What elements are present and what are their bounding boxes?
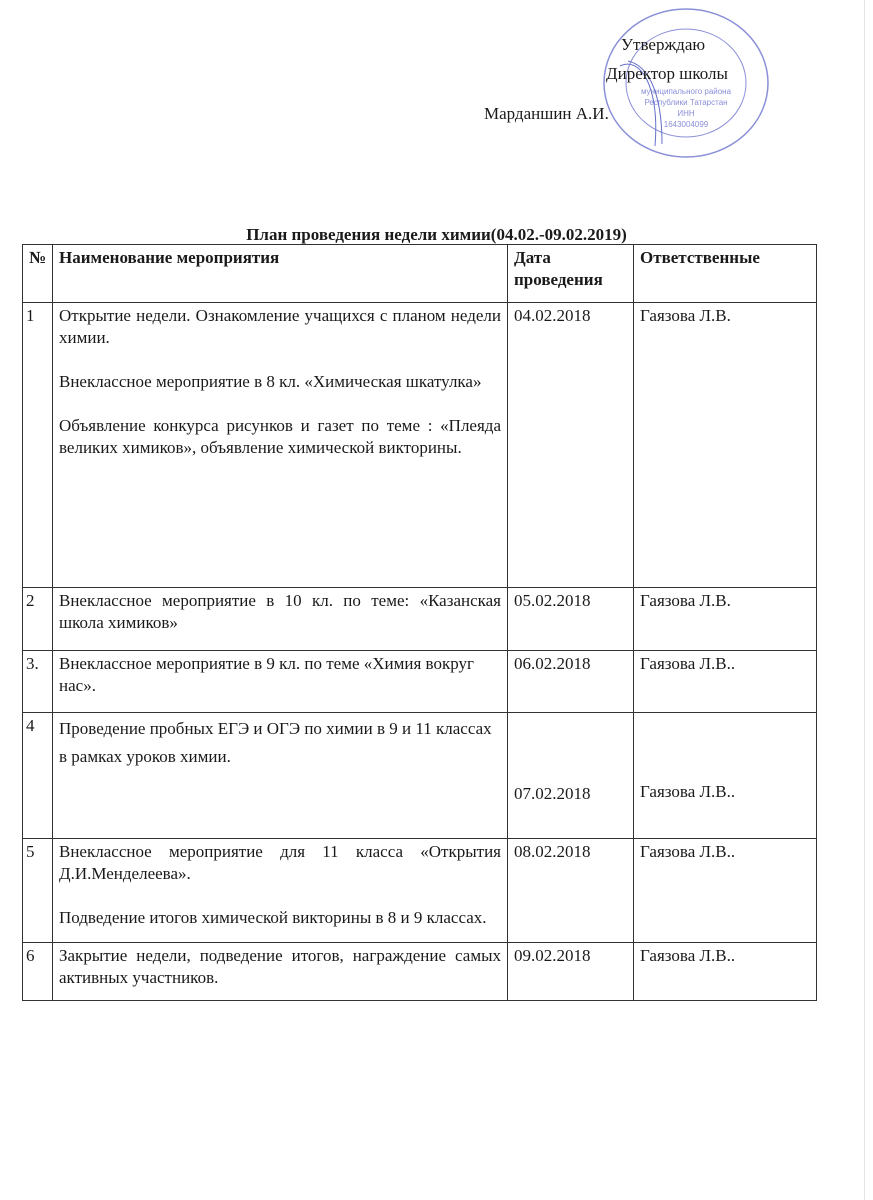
event-item: Внеклассное мероприятие в 9 кл. по теме «Химия вокруг нас». [59, 654, 474, 695]
row-date: 09.02.2018 [508, 943, 634, 1001]
director-name: Марданшин А.И. [484, 104, 609, 123]
event-item: Закрытие недели, подведение итогов, награждение самых активных участников. [59, 946, 501, 987]
row-date: 04.02.2018 [508, 303, 634, 588]
row-responsible: Гаязова Л.В.. [634, 839, 817, 943]
row-event [53, 839, 508, 943]
table-row [23, 651, 817, 713]
row-responsible: Гаязова Л.В.. [634, 713, 817, 839]
header-number: № [23, 245, 53, 303]
row-responsible: Гаязова Л.В. [634, 588, 817, 651]
svg-text:ИНН: ИНН [677, 109, 695, 118]
row-number: 5 [23, 839, 53, 943]
event-item: Открытие недели. Ознакомление учащихся с планом недели химии. [59, 306, 501, 347]
row-number: 6 [23, 943, 53, 1001]
event-item: Подведение итогов химической викторины в 8 и 9 классах. [59, 908, 487, 927]
header-date: Дата проведения [508, 245, 634, 303]
row-event [53, 651, 508, 713]
row-responsible: Гаязова Л.В. [634, 303, 817, 588]
row-number: 4 [23, 713, 53, 839]
row-event [53, 713, 508, 839]
document-title: План проведения недели химии(04.02.-09.02.2019) [246, 225, 627, 244]
row-date: 06.02.2018 [508, 651, 634, 713]
table-row [23, 839, 817, 943]
director-title: Директор школы [606, 64, 728, 83]
table-row [23, 303, 817, 588]
row-number: 1 [23, 303, 53, 588]
scan-edge [864, 0, 865, 1200]
row-responsible: Гаязова Л.В.. [634, 943, 817, 1001]
row-date: 07.02.2018 [508, 713, 634, 839]
events-table [22, 244, 817, 1001]
row-number: 3. [23, 651, 53, 713]
event-item: Внеклассное мероприятие в 8 кл. «Химическая шкатулка» [59, 372, 482, 391]
event-item: Внеклассное мероприятие в 10 кл. по теме: «Казанская школа химиков» [59, 591, 501, 632]
row-date: 08.02.2018 [508, 839, 634, 943]
svg-text:Республики Татарстан: Республики Татарстан [644, 98, 728, 107]
row-event [53, 303, 508, 588]
table-row [23, 943, 817, 1001]
header-event: Наименование мероприятия [53, 245, 508, 303]
row-date: 05.02.2018 [508, 588, 634, 651]
row-responsible: Гаязова Л.В.. [634, 651, 817, 713]
event-item: Внеклассное мероприятие для 11 класса «Открытия Д.И.Менделеева». [59, 842, 501, 883]
table-row [23, 713, 817, 839]
header-responsible: Ответственные [634, 245, 817, 303]
row-event [53, 588, 508, 651]
table-header-row [23, 245, 817, 303]
event-item: Объявление конкурса рисунков и газет по теме : «Плеяда великих химиков», объявление химической викторины. [59, 416, 501, 457]
svg-text:1643004099: 1643004099 [663, 120, 709, 129]
row-event [53, 943, 508, 1001]
svg-text:муниципального района: муниципального района [640, 87, 732, 96]
row-number: 2 [23, 588, 53, 651]
event-item: Проведение пробных ЕГЭ и ОГЭ по химии в 9 и 11 классах в рамках уроков химии. [59, 719, 492, 766]
table-row [23, 588, 817, 651]
approval-label: Утверждаю [621, 35, 706, 54]
